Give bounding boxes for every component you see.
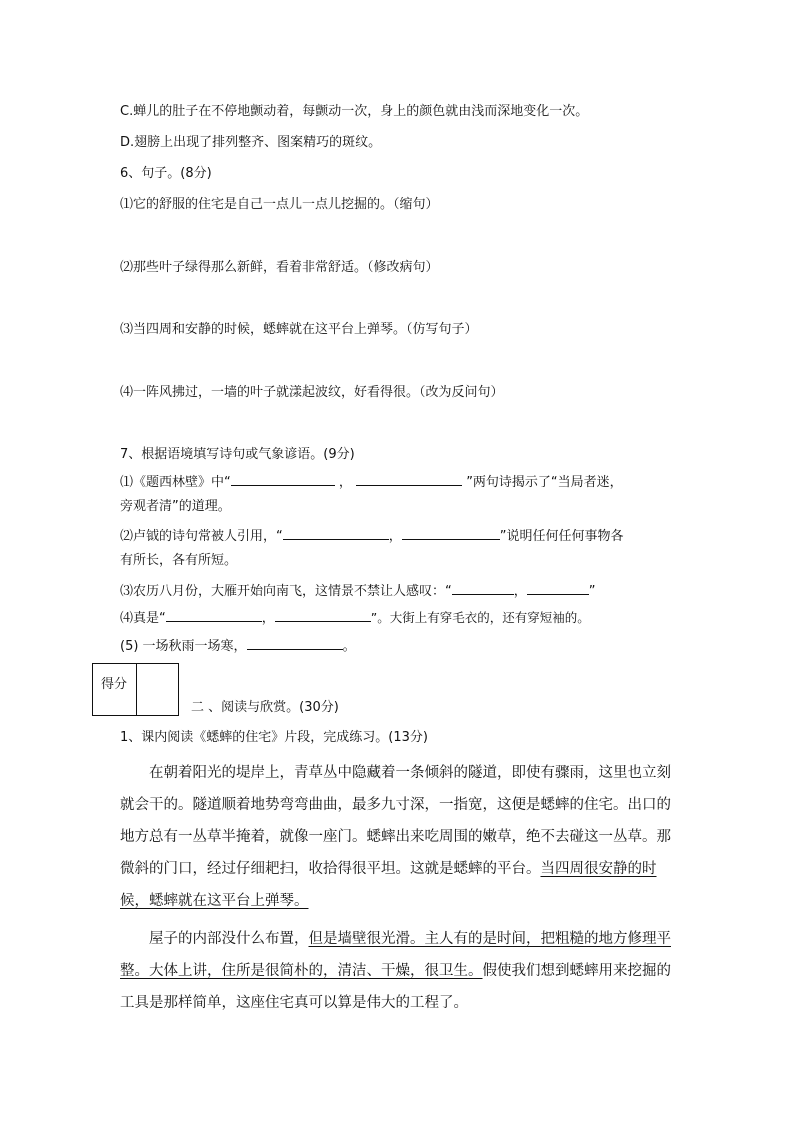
q7-1-text-a: ⑴《题西林壁》中“ <box>120 475 231 490</box>
section-2-title: 二 、阅读与欣赏。(30分) <box>191 700 339 715</box>
question-6-item-1: ⑴它的舒服的住宅是自己一点儿一点儿挖掘的。（缩句） <box>120 197 439 212</box>
q7-2-text-a: ⑵卢钺的诗句常被人引用，“ <box>120 529 283 544</box>
question-6-title: 6、句子。(8分) <box>120 166 212 181</box>
q7-2-text-c: ”说明任何任何事物各 <box>499 529 624 544</box>
reading-question-1: 1、课内阅读《蟋蟀的住宅》片段，完成练习。(13分) <box>120 730 428 745</box>
question-7-item-2-cont: 有所长，各有所短。 <box>120 553 238 568</box>
q7-3-text-a: ⑶农历八月份，大雁开始向南飞，这情景不禁让人感叹：“ <box>120 584 452 599</box>
score-box-divider <box>136 664 137 715</box>
fill-blank[interactable] <box>247 635 343 650</box>
paragraph-2-text-c: 假使我们想到蟋蟀用来挖掘的工具是那样简单，这座住宅真可以算是伟大的工程了。 <box>120 963 671 1011</box>
q7-2-text-b: ， <box>388 529 402 544</box>
q7-4-text-b: ， <box>261 611 275 626</box>
question-7-item-1-cont: 旁观者清”的道理。 <box>120 499 231 514</box>
question-7-item-4 <box>120 607 590 628</box>
q7-5-text-a: (5) 一场秋雨一场寒， <box>120 639 247 654</box>
question-7-title: 7、根据语境填写诗句或气象谚语。(9分) <box>120 447 355 462</box>
question-7-item-3 <box>120 580 596 601</box>
score-box-label: 得分 <box>101 677 128 692</box>
reading-passage <box>120 757 676 1019</box>
fill-blank[interactable] <box>527 580 589 595</box>
fill-blank[interactable] <box>166 607 262 622</box>
fill-blank[interactable] <box>275 607 371 622</box>
q7-1-text-c: ”两句诗揭示了“当局者迷， <box>466 475 623 490</box>
question-6-item-3: ⑶当四周和安静的时候，蟋蟀就在这平台上弹琴。（仿写句子） <box>120 322 478 337</box>
passage-paragraph-1 <box>120 757 676 917</box>
fill-blank[interactable] <box>231 471 335 486</box>
fill-blank[interactable] <box>356 471 462 486</box>
q7-4-text-a: ⑷真是“ <box>120 611 166 626</box>
question-7-item-1 <box>120 471 623 492</box>
score-box <box>92 663 179 716</box>
paragraph-1-underlined-sentence: 当四周很安静的时候，蟋蟀就在这平台上弹琴。 <box>120 861 657 909</box>
fill-blank[interactable] <box>452 580 514 595</box>
q7-5-text-b: 。 <box>342 639 356 654</box>
q7-1-text-b: ， <box>338 475 352 490</box>
question-option-d: D.翅膀上出现了排列整齐、图案精巧的斑纹。 <box>120 135 382 150</box>
question-6-item-4: ⑷一阵风拂过，一墙的叶子就漾起波纹，好看得很。（改为反问句） <box>120 385 504 400</box>
question-6-item-2: ⑵那些叶子绿得那么新鲜，看着非常舒适。（修改病句） <box>120 260 439 275</box>
paragraph-2-underlined-text: 但是墙壁很光滑。主人有的是时间，把粗糙的地方修理平整。大体上讲，住所是很简朴的，清洁、干燥，很卫生。 <box>120 931 671 979</box>
q7-3-text-c: ” <box>588 584 596 599</box>
question-7-item-2 <box>120 525 624 546</box>
paragraph-1-text: 在朝着阳光的堤岸上，青草丛中隐藏着一条倾斜的隧道，即使有骤雨，这里也立刻就会干的。隧道顺着地势弯弯曲曲，最多九寸深，一指宽，这便是蟋蟀的住宅。出口的地方总有一丛草半掩着，就像一座门。蟋蟀出来吃周围的嫩草，绝不去碰这一丛草。那微斜的门口，经过仔细耙扫，收拾得很平坦。这就是蟋蟀的平台。 <box>120 765 671 877</box>
q7-3-text-b: ， <box>513 584 527 599</box>
question-7-item-5 <box>120 635 356 656</box>
passage-paragraph-2 <box>120 923 676 1019</box>
fill-blank[interactable] <box>283 525 389 540</box>
paragraph-2-text-a: 屋子的内部没什么布置， <box>149 931 309 947</box>
question-option-c: C.蝉儿的肚子在不停地颤动着，每颤动一次，身上的颜色就由浅而深地变化一次。 <box>120 104 589 119</box>
fill-blank[interactable] <box>402 525 500 540</box>
q7-4-text-c: ”。大街上有穿毛衣的，还有穿短袖的。 <box>370 610 590 625</box>
